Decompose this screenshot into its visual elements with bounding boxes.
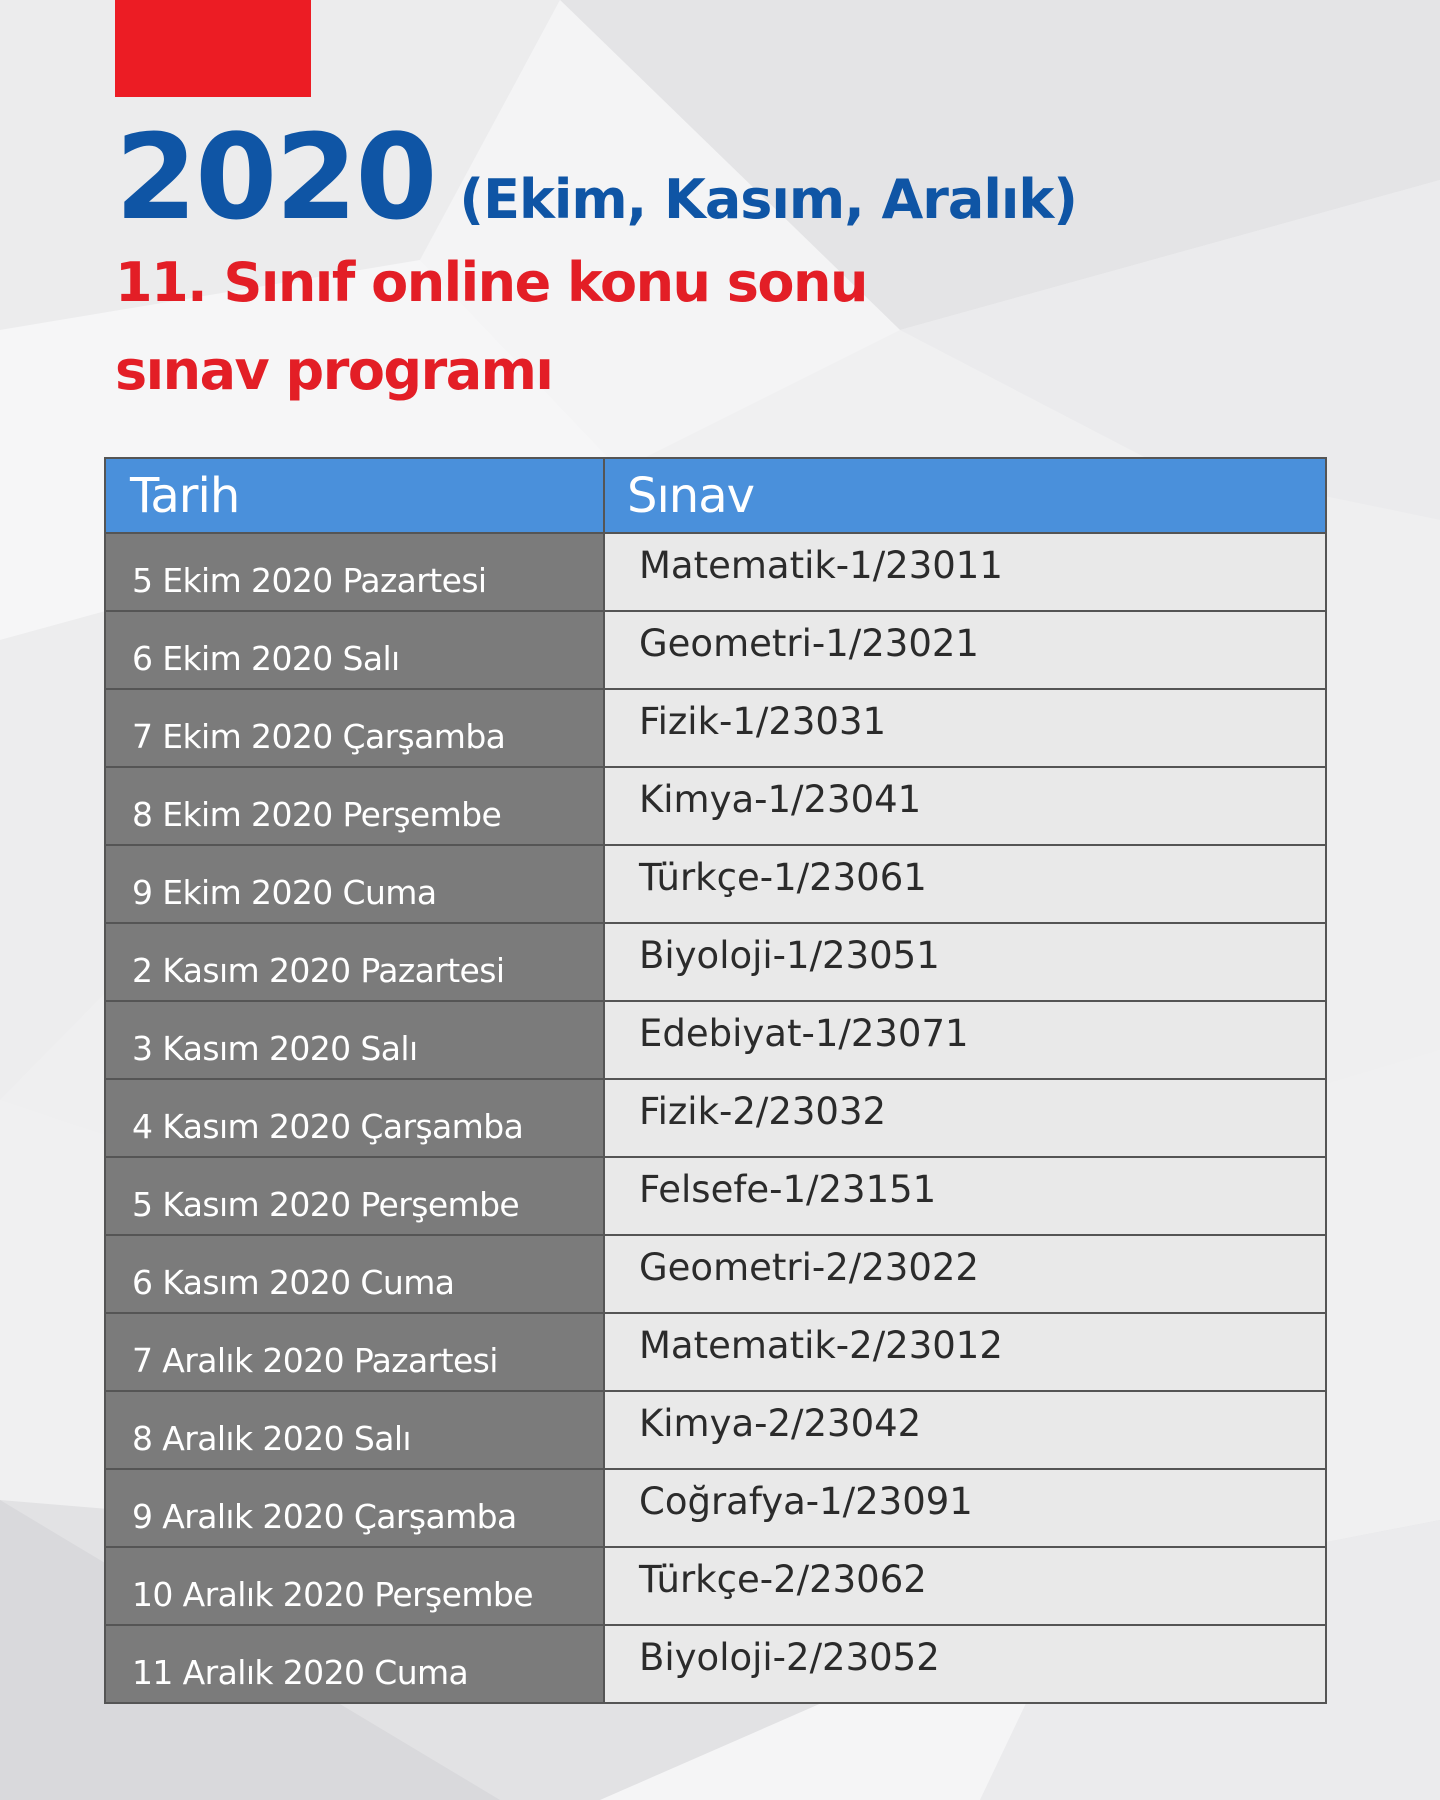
date-cell: 8 Ekim 2020 Perşembe xyxy=(105,767,604,845)
table-row xyxy=(105,533,1326,611)
date-cell: 8 Aralık 2020 Salı xyxy=(105,1391,604,1469)
date-cell: 9 Ekim 2020 Cuma xyxy=(105,845,604,923)
date-cell: 4 Kasım 2020 Çarşamba xyxy=(105,1079,604,1157)
column-header-date: Tarih xyxy=(105,458,604,533)
exam-cell: Kimya-2/23042 xyxy=(604,1391,1326,1469)
table-row xyxy=(105,1157,1326,1235)
date-cell: 6 Kasım 2020 Cuma xyxy=(105,1235,604,1313)
date-cell: 2 Kasım 2020 Pazartesi xyxy=(105,923,604,1001)
exam-cell: Türkçe-2/23062 xyxy=(604,1547,1326,1625)
subtitle-line-2: sınav programı xyxy=(115,339,553,402)
exam-cell: Matematik-1/23011 xyxy=(604,533,1326,611)
table-row xyxy=(105,1625,1326,1703)
months-subtitle: (Ekim, Kasım, Aralık) xyxy=(459,168,1077,231)
table-row xyxy=(105,1391,1326,1469)
column-header-exam: Sınav xyxy=(604,458,1326,533)
exam-cell: Kimya-1/23041 xyxy=(604,767,1326,845)
year-title: 2020 xyxy=(115,108,436,246)
table-row xyxy=(105,611,1326,689)
table-body xyxy=(105,533,1326,1703)
exam-cell: Coğrafya-1/23091 xyxy=(604,1469,1326,1547)
date-cell: 7 Aralık 2020 Pazartesi xyxy=(105,1313,604,1391)
exam-cell: Felsefe-1/23151 xyxy=(604,1157,1326,1235)
exam-cell: Edebiyat-1/23071 xyxy=(604,1001,1326,1079)
table-row xyxy=(105,1001,1326,1079)
table-row xyxy=(105,1235,1326,1313)
exam-cell: Fizik-1/23031 xyxy=(604,689,1326,767)
title-line xyxy=(115,108,1077,246)
exam-cell: Biyoloji-1/23051 xyxy=(604,923,1326,1001)
exam-schedule-table xyxy=(104,457,1327,1704)
table-header-row xyxy=(105,458,1326,533)
table-row xyxy=(105,845,1326,923)
table-row xyxy=(105,1079,1326,1157)
date-cell: 5 Ekim 2020 Pazartesi xyxy=(105,533,604,611)
exam-cell: Matematik-2/23012 xyxy=(604,1313,1326,1391)
date-cell: 3 Kasım 2020 Salı xyxy=(105,1001,604,1079)
subtitle-line-1: 11. Sınıf online konu sonu xyxy=(115,251,867,314)
exam-cell: Türkçe-1/23061 xyxy=(604,845,1326,923)
table-row xyxy=(105,767,1326,845)
table-row xyxy=(105,1469,1326,1547)
table-row xyxy=(105,1313,1326,1391)
exam-cell: Geometri-2/23022 xyxy=(604,1235,1326,1313)
date-cell: 9 Aralık 2020 Çarşamba xyxy=(105,1469,604,1547)
table-row xyxy=(105,689,1326,767)
exam-cell: Biyoloji-2/23052 xyxy=(604,1625,1326,1703)
page-header xyxy=(115,108,1077,402)
table-row xyxy=(105,923,1326,1001)
exam-cell: Fizik-2/23032 xyxy=(604,1079,1326,1157)
exam-cell: Geometri-1/23021 xyxy=(604,611,1326,689)
date-cell: 5 Kasım 2020 Perşembe xyxy=(105,1157,604,1235)
brand-red-block xyxy=(115,0,311,97)
date-cell: 10 Aralık 2020 Perşembe xyxy=(105,1547,604,1625)
date-cell: 7 Ekim 2020 Çarşamba xyxy=(105,689,604,767)
table-row xyxy=(105,1547,1326,1625)
date-cell: 11 Aralık 2020 Cuma xyxy=(105,1625,604,1703)
date-cell: 6 Ekim 2020 Salı xyxy=(105,611,604,689)
